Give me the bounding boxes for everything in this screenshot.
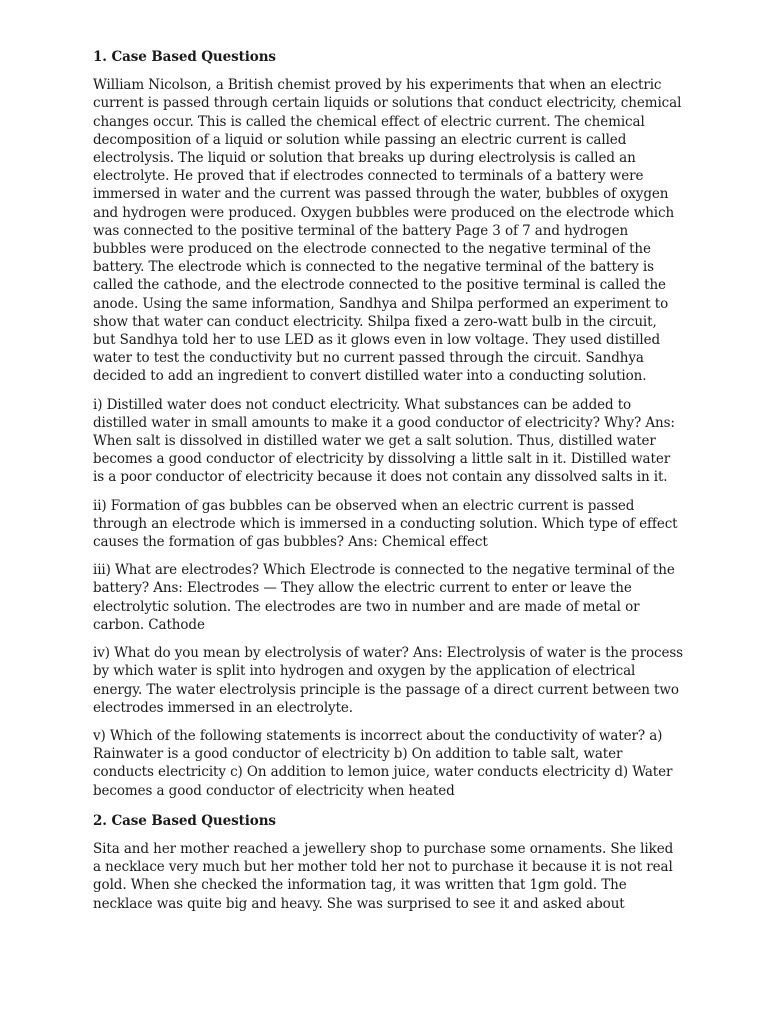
section-1-passage: William Nicolson, a British chemist proved by his experiments that when an electric current is passed through certain liquids or solutions that conduct electricity, chemical changes occur. This is called the chemical effect of electric current. The chemical decomposition of a liquid or solution while passing an electric current is called electrolysis. The liquid or solution that breaks up during electrolysis is called an electrolyte. He proved that if electrodes connected to terminals of a battery were immersed in water and the current was passed through the water, bubbles of oxygen and hydrogen were produced. Oxygen bubbles were produced on the electrode which was connected to the positive terminal of the battery Page 3 of 7 and hydrogen bubbles were produced on the electrode connected to the negative terminal of the battery. The electrode which is connected to the negative terminal of the battery is called the cathode, and the electrode connected to the positive terminal is called the anode. Using the same information, Sandhya and Shilpa performed an experiment to show that water can conduct electricity. Shilpa fixed a zero-watt bulb in the circuit, but Sandhya told her to use LED as it glows even in low voltage. They used distilled water to test the conductivity but no current passed through the circuit. Sandhya decided to add an ingredient to convert distilled water into a conducting solution. bbox=[93, 77, 682, 385]
section-2-passage: Sita and her mother reached a jewellery shop to purchase some ornaments. She liked a necklace very much but her mother told her not to purchase it because it is not real gold. When she checked the information tag, it was written that 1gm gold. The necklace was quite big and heavy. She was surprised to see it and asked about bbox=[93, 840, 674, 912]
question-2: ii) Formation of gas bubbles can be observed when an electric current is passed through an electrode which is immersed in a conducting solution. Which type of effect causes the formation of gas bubbles? Ans: Chemical effect bbox=[93, 497, 678, 551]
section-1-heading: 1. Case Based Questions bbox=[93, 49, 276, 65]
question-4: iv) What do you mean by electrolysis of water? Ans: Electrolysis of water is the process by which water is split into hydrogen and oxygen by the application of electrical energy. The water electrolysis principle is the passage of a direct current between two electrodes immersed in an electrolyte. bbox=[93, 645, 684, 716]
document-page bbox=[93, 48, 683, 923]
section-2-heading: 2. Case Based Questions bbox=[93, 812, 276, 829]
question-3: iii) What are electrodes? Which Electrode is connected to the negative terminal of the battery? Ans: Electrodes — They allow the electric current to enter or leave the electrolytic solution. The electrodes are two in number and are made of metal or carbon. Cathode bbox=[93, 562, 675, 633]
question-1: i) Distilled water does not conduct electricity. What substances can be added to distilled water in small amounts to make it a good conductor of electricity? Why? Ans: When salt is dissolved in distilled water we get a salt solution. Thus, distilled water becomes a good conductor of electricity by dissolving a little salt in it. Distilled water is a poor conductor of electricity because it does not contain any dissolved salts in it. bbox=[93, 396, 675, 486]
question-5: v) Which of the following statements is incorrect about the conductivity of water? a) Rainwater is a good conductor of electricity b) On addition to table salt, water conducts electricity c) On addition to lemon juice, water conducts electricity d) Water becomes a good conductor of electricity when heated bbox=[93, 727, 673, 799]
